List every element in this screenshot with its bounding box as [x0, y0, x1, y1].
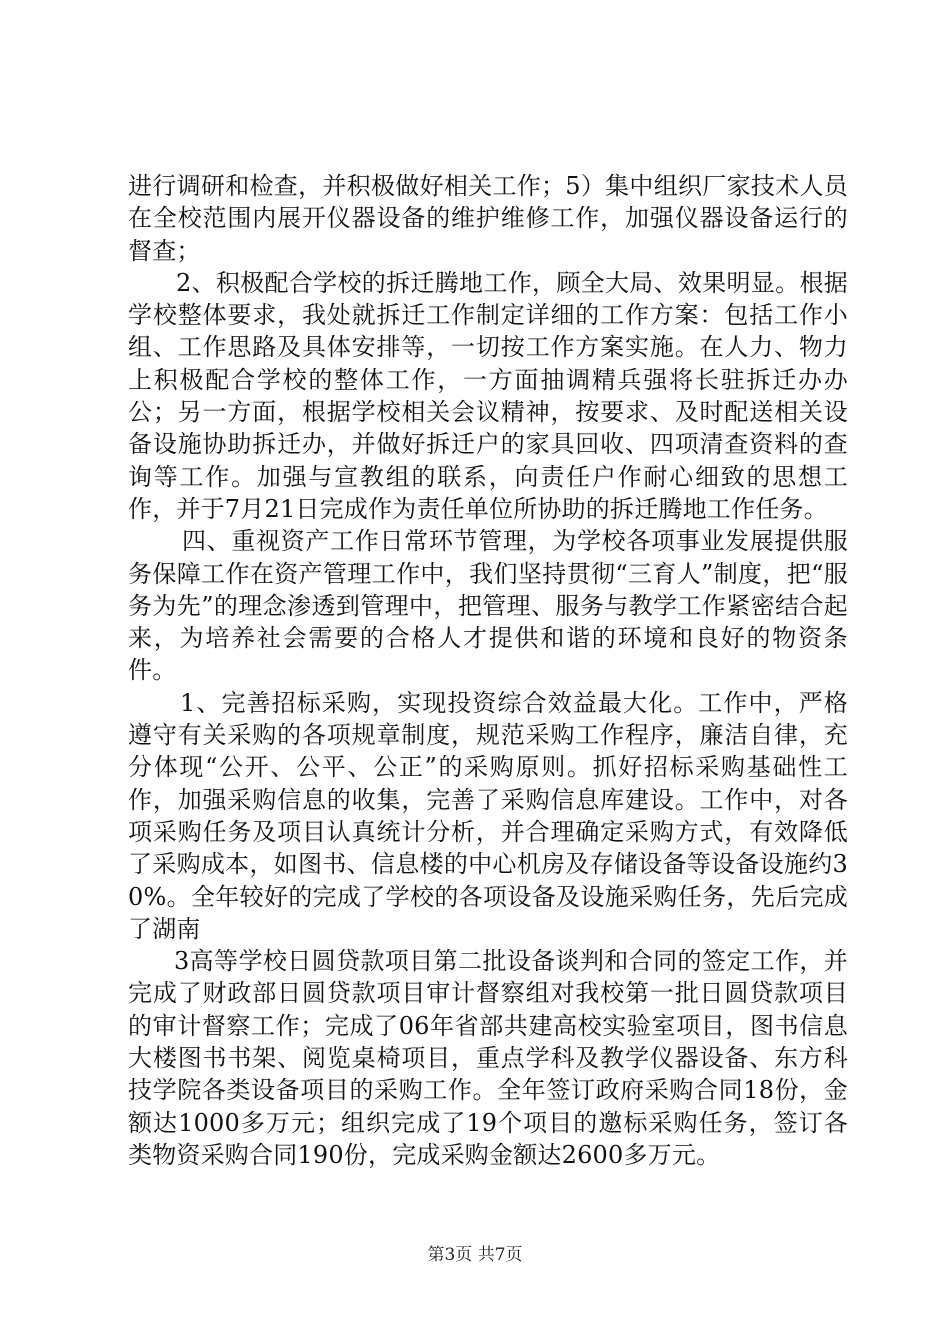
- page-number-footer: 第3页 共7页: [427, 1245, 523, 1265]
- paragraph-demolition-work: 2、积极配合学校的拆迁腾地工作，顾全大局、效果明显。根据学校整体要求，我处就拆迁工作制定详细的工作方案：包括工作小组、工作思路及具体安排等，一切按工作方案实施。在人力、物力上积极配合学校的整体工作，一方面抽调精兵强将长驻拆迁办办公；另一方面，根据学校相关会议精神，按要求、及时配送相关设备设施协助拆迁办，并做好拆迁户的家具回收、四项清查资料的查询等工作。加强与宣教组的联系，向责任户作耐心细致的思想工作，并于7月21日完成作为责任单位所协助的拆迁腾地工作任务。: [128, 268, 848, 523]
- document-body: [128, 170, 848, 1171]
- paragraph-continuation: 进行调研和检查，并积极做好相关工作；5）集中组织厂家技术人员在全校范围内展开仪器设备的维护维修工作，加强仪器设备运行的督查；: [128, 172, 848, 265]
- paragraph-loan-project: 3高等学校日圆贷款项目第二批设备谈判和合同的签定工作，并完成了财政部日圆贷款项目审计督察组对我校第一批日圆贷款项目的审计督察工作；完成了06年省部共建高校实验室项目，图书信息大楼图书书架、阅览桌椅项目，重点学科及教学仪器设备、东方科技学院各类设备项目的采购工作。全年签订政府采购合同18份，金额达1000多万元；组织完成了19个项目的邀标采购任务，签订各类物资采购合同190份，完成采购金额达2600多万元。: [128, 947, 848, 1169]
- paragraph-procurement: 1、完善招标采购，实现投资综合效益最大化。工作中，严格遵守有关采购的各项规章制度，规范采购工作程序，廉洁自律，充分体现“公开、公平、公正”的采购原则。抓好招标采购基础性工作，加强采购信息的收集，完善了采购信息库建设。工作中，对各项采购任务及项目认真统计分析，并合理确定采购方式，有效降低了采购成本，如图书、信息楼的中心机房及存储设备等设备设施约30%。全年较好的完成了学校的各项设备及设施采购任务，先后完成了湖南: [128, 688, 848, 943]
- paragraph-section-four-heading: 四、重视资产工作日常环节管理，为学校各项事业发展提供服务保障工作在资产管理工作中，我们坚持贯彻“三育人”制度，把“服务为先”的理念渗透到管理中，把管理、服务与教学工作紧密结合起来，为培养社会需要的合格人才提供和谐的环境和良好的物资条件。: [128, 527, 848, 685]
